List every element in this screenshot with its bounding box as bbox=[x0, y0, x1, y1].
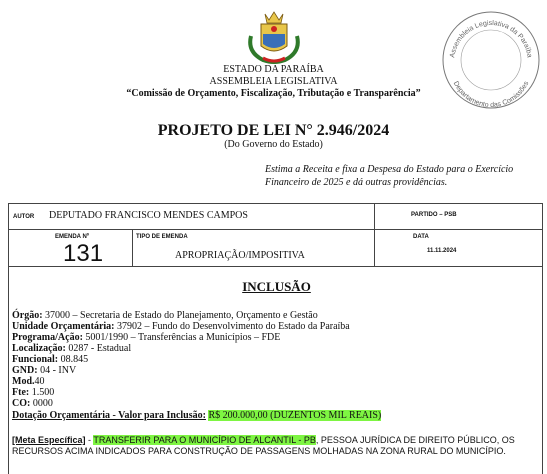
meta-line-2: RECURSOS ACIMA INDICADOS PARA CONSTRUÇÃO DE PASSAGENS MOLHADAS NA ZONA RURAL DO MUNICÍPIO. bbox=[12, 446, 506, 456]
stamp-bottom-text: Departamento das Comissões bbox=[451, 80, 531, 110]
stamp-top-text: Assembleia Legislativa da Paraíba bbox=[449, 19, 533, 59]
amendment-number-label: EMENDA Nº bbox=[55, 234, 89, 240]
orgao-line: Órgão: 37000 – Secretaria de Estado do Planejamento, Orçamento e Gestão bbox=[12, 310, 318, 321]
amendment-type-label: TIPO DE EMENDA bbox=[136, 234, 188, 240]
mod-line: Mod.40 bbox=[12, 376, 45, 387]
dotacao-line: Dotação Orçamentária - Valor para Inclusão: R$ 200.000,00 (DUZENTOS MIL REAIS) bbox=[12, 410, 382, 421]
commission-name: “Comissão de Orçamento, Fiscalização, Tributação e Transparência” bbox=[126, 88, 421, 99]
party-value: PARTIDO – PSB bbox=[411, 212, 457, 218]
meta-line: [Meta Específica] - TRANSFERIR PARA O MUNICÍPIO DE ALCANTIL - PB, PESSOA JURÍDICA DE DIREITO PÚBLICO, OS bbox=[12, 435, 515, 445]
co-line: CO: 0000 bbox=[12, 398, 53, 409]
gnd-line: GND: 04 - INV bbox=[12, 365, 77, 376]
coat-of-arms-icon bbox=[243, 6, 305, 66]
unidade-line: Unidade Orçamentária: 37902 – Fundo do Desenvolvimento do Estado da Paraíba bbox=[12, 321, 350, 332]
amendment-body bbox=[8, 266, 543, 474]
meta-highlight: TRANSFERIR PARA O MUNICÍPIO DE ALCANTIL - PB bbox=[93, 435, 316, 445]
assembly-name: ASSEMBLEIA LEGISLATIVA bbox=[209, 76, 338, 87]
fte-line: Fte: 1.500 bbox=[12, 387, 55, 398]
state-name: ESTADO DA PARAÍBA bbox=[223, 64, 324, 75]
document-title: PROJETO DE LEI N° 2.946/2024 bbox=[157, 122, 390, 139]
document-summary: Estima a Receita e fixa a Despesa do Estado para o Exercício Financeiro de 2025 e dá outras providências. bbox=[265, 164, 514, 188]
localizacao-line: Localização: 0287 - Estadual bbox=[12, 343, 132, 354]
document-subtitle: (Do Governo do Estado) bbox=[224, 139, 323, 150]
amendment-row bbox=[8, 229, 543, 267]
svg-text:Departamento das Comissões bbox=[452, 80, 531, 109]
amendment-type-value: APROPRIAÇÃO/IMPOSITIVA bbox=[175, 250, 305, 261]
date-value: 11.11.2024 bbox=[427, 248, 457, 254]
date-label: DATA bbox=[413, 234, 429, 240]
author-label: AUTOR bbox=[13, 214, 35, 220]
author-row bbox=[8, 203, 543, 230]
dotacao-value: R$ 200.000,00 (DUZENTOS MIL REAIS) bbox=[208, 410, 382, 421]
department-stamp bbox=[440, 10, 542, 110]
programa-line: Programa/Ação: 5001/1990 – Transferências a Municípios – FDE bbox=[12, 332, 281, 343]
amendment-number: 131 bbox=[63, 240, 104, 267]
funcional-line: Funcional: 08.845 bbox=[12, 354, 89, 365]
section-heading: INCLUSÃO bbox=[242, 279, 311, 294]
author-value: DEPUTADO FRANCISCO MENDES CAMPOS bbox=[49, 210, 248, 221]
